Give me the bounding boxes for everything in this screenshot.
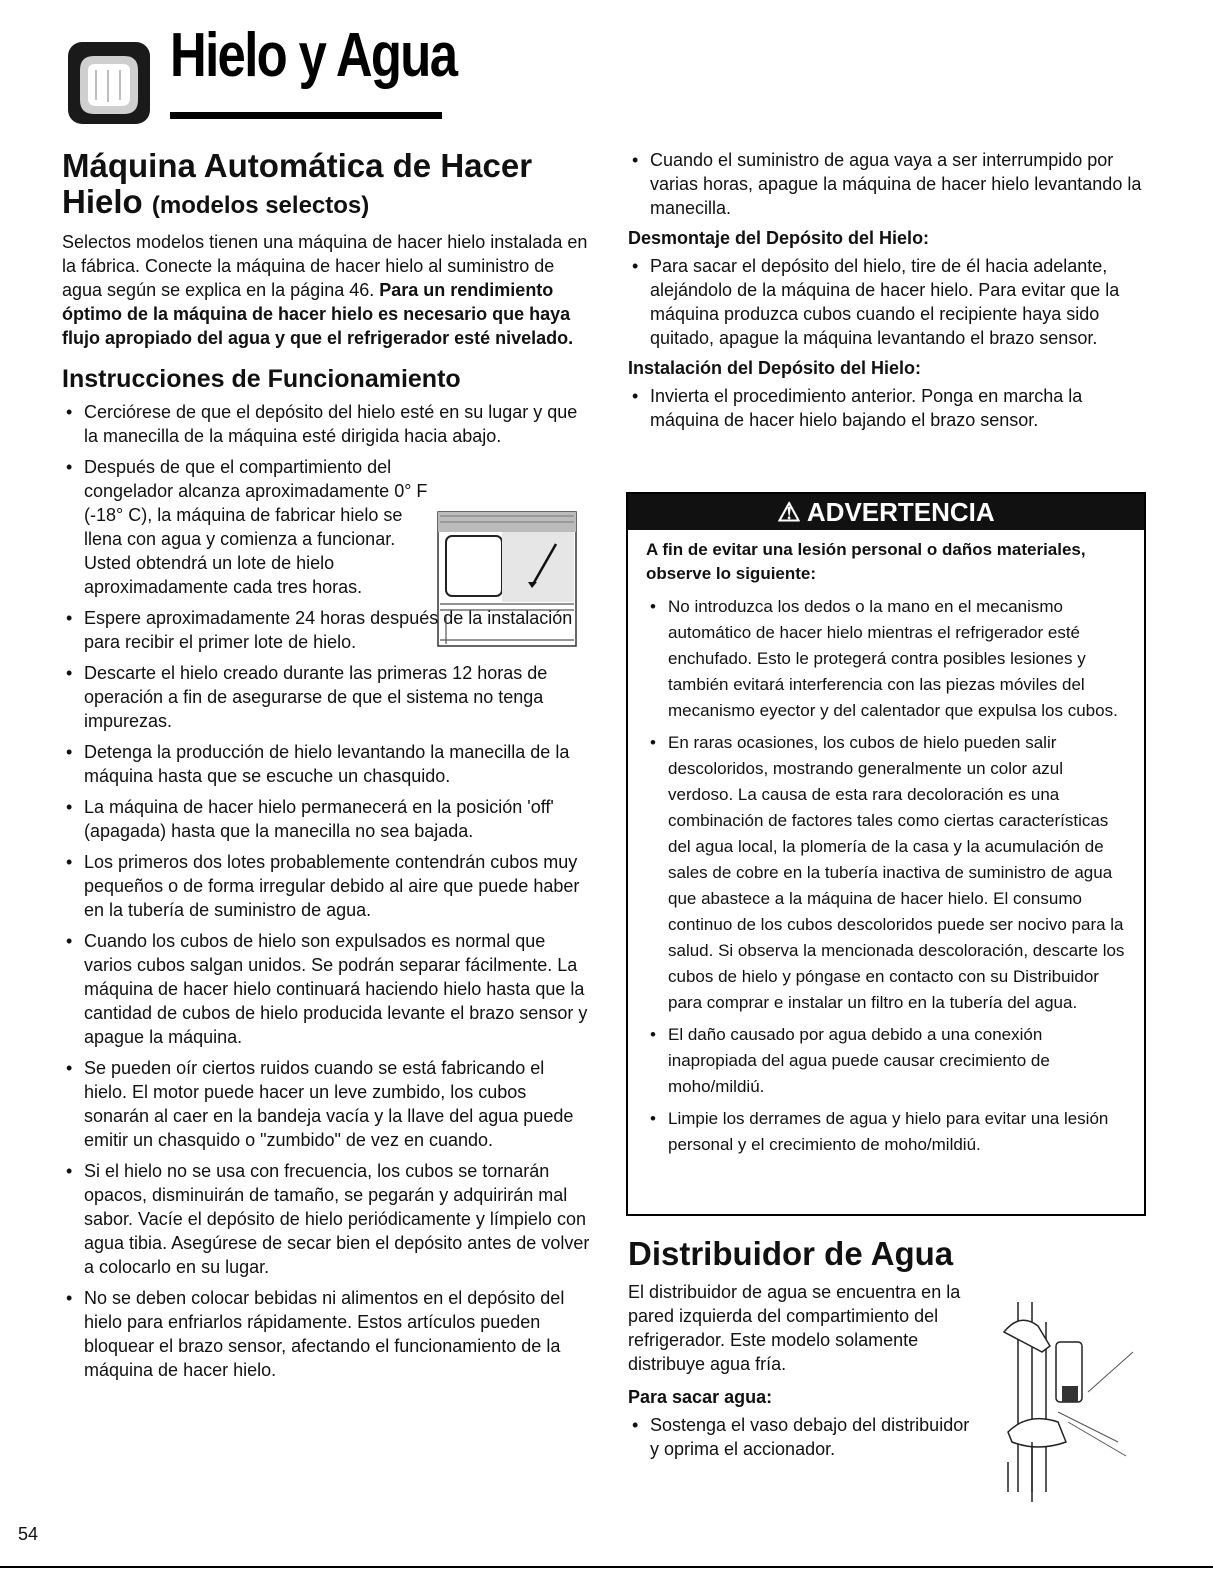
page-number: 54 <box>18 1524 39 1544</box>
warning-list <box>646 594 1128 1158</box>
list-item: • Limpie los derrames de agua y hielo para evitar una lesión personal y el crecimiento de moho/mildiú. <box>646 1106 1128 1158</box>
list-item: • Cuando los cubos de hielo son expulsados es normal que varios cubos salgan unidos. Se podrán separar fácilmente. La máquina de hacer hielo continuará haciendo hielo hasta que la cantidad de cubos de hielo producida levante el brazo sensor y apague la máquina. <box>62 929 590 1049</box>
icemaker-illustration <box>436 508 578 650</box>
list-item: • No introduzca los dedos o la mano en el mecanismo automático de hacer hielo mientras el refrigerador esté enchufado. Esto le protegerá contra posibles lesiones y también evitará interferencia con las piezas móviles del mecanismo eyector y del calentador que expulsa los cubos. <box>646 594 1128 724</box>
warning-lead: A fin de evitar una lesión personal o daños materiales, observe lo siguiente: <box>646 540 1086 583</box>
list-item: • Detenga la producción de hielo levantando la manecilla de la máquina hasta que se escuche un chasquido. <box>62 740 590 788</box>
dispenser-subheading: Para sacar agua: <box>628 1387 773 1407</box>
water-dispenser-illustration <box>998 1292 1138 1512</box>
removal-heading: Desmontaje del Depósito del Hielo: <box>628 228 930 248</box>
list-item: • Cerciórese de que el depósito del hielo esté en su lugar y que la manecilla de la máquina esté dirigida hacia abajo. <box>62 400 590 448</box>
left-column <box>62 148 590 1389</box>
dispenser-heading: Distribuidor de Agua <box>628 1235 954 1272</box>
list-item: • El daño causado por agua debido a una conexión inapropiada del agua puede causar crecimiento de moho/mildiú. <box>646 1022 1128 1100</box>
page-title: Hielo y Agua <box>170 21 457 90</box>
icemaker-heading-note: (modelos selectos) <box>151 192 370 219</box>
title-underline <box>170 112 442 119</box>
instructions-heading: Instrucciones de Funcionamiento <box>62 365 461 393</box>
warning-title: ADVERTENCIA <box>806 497 995 527</box>
list-item: • Para sacar el depósito del hielo, tire de él hacia adelante, alejándolo de la máquina de hacer hielo. Para evitar que la máquina produzca cubos cuando el recipiente haya sido quitado, apague la máquina levantando el brazo sensor. <box>628 254 1148 350</box>
list-item: • Los primeros dos lotes probablemente contendrán cubos muy pequeños o de forma irregular debido al aire que puede haber en la tubería de suministro de agua. <box>62 850 590 922</box>
list-item: • Espere aproximadamente 24 horas después de la instalación para recibir el primer lote de hielo. <box>62 606 590 654</box>
list-item: • Invierta el procedimiento anterior. Ponga en marcha la máquina de hacer hielo bajando el brazo sensor. <box>628 384 1148 432</box>
warning-box <box>626 492 1146 1216</box>
dispenser-list <box>628 1413 976 1461</box>
list-item: • Se pueden oír ciertos ruidos cuando se está fabricando el hielo. El motor puede hacer un leve zumbido, los cubos sonarán al caer en la bandeja vacía y la llave del agua puede emitir un chasquido o "zumbido" de vez en cuando. <box>62 1056 590 1152</box>
right-column <box>628 148 1148 439</box>
warning-header <box>628 494 1144 530</box>
section-heading-icemaker <box>62 148 590 224</box>
dispenser-text: El distribuidor de agua se encuentra en la pared izquierda del compartimiento del refrigerador. Este modelo solamente distribuye agua fría. <box>628 1282 961 1374</box>
install-heading: Instalación del Depósito del Hielo: <box>628 358 922 378</box>
list-item: • Si el hielo no se usa con frecuencia, los cubos se tornarán opacos, disminuirán de tamaño, se pegarán y adquirirán mal sabor. Vacíe el depósito de hielo periódicamente y límpielo con agua tibia. Asegúrese de secar bien el depósito antes de volver a colocarlo en su lugar. <box>62 1159 590 1279</box>
list-item: • Sostenga el vaso debajo del distribuidor y oprima el accionador. <box>628 1413 976 1461</box>
icemaker-heading-text: Máquina Automática de Hacer Hielo <box>62 147 533 220</box>
intro-bold: Para un rendimiento óptimo de la máquina de hacer hielo es necesario que haya flujo apropiado del agua y que el refrigerador esté nivelado. <box>62 280 574 348</box>
list-item: • Cuando el suministro de agua vaya a ser interrumpido por varias horas, apague la máquina de hacer hielo levantando la manecilla. <box>628 148 1148 220</box>
warning-body <box>628 530 1144 1158</box>
list-item: • La máquina de hacer hielo permanecerá en la posición 'off' (apagada) hasta que la manecilla no sea bajada. <box>62 795 590 843</box>
list-item: • Después de que el compartimiento del congelador alcanza aproximadamente 0° F (-18° C), la máquina de fabricar hielo se llena con agua y comienza a funcionar. Usted obtendrá un lote de hielo aproximadamente cada tres horas. <box>62 455 436 599</box>
right-top-list <box>628 148 1148 220</box>
intro-normal: Selectos modelos tienen una máquina de hacer hielo instalada en la fábrica. Conecte la máquina de hacer hielo al suministro de agua según se explica en la página 46. <box>62 232 588 300</box>
warning-triangle-icon: ⚠ <box>777 497 807 527</box>
install-list <box>628 384 1148 432</box>
list-item: • Descarte el hielo creado durante las primeras 12 horas de operación a fin de asegurarse de que el sistema no tenga impurezas. <box>62 661 590 733</box>
list-item: • No se deben colocar bebidas ni alimentos en el depósito del hielo para enfriarlos rápidamente. Estos artículos pueden bloquear el brazo sensor, afectando el funcionamiento de la máquina de hacer hielo. <box>62 1286 590 1382</box>
list-item: • En raras ocasiones, los cubos de hielo pueden salir descoloridos, mostrando generalmente un color azul verdoso. La causa de esta rara decoloración es una combinación de factores tales como ciertas características del agua local, la plomería de la casa y la acumulación de sales de cobre en la tubería inactiva de suministro de agua que abastece a la máquina de hacer hielo. El consumo continuo de los cubos descoloridos puede ser nocivo para la salud. Si observa la mencionada descoloración, descarte los cubos de hielo y póngase en contacto con su Distribuidor para comprar e instalar un filtro en la tubería del agua. <box>646 730 1128 1016</box>
removal-list <box>628 254 1148 350</box>
icemaker-intro <box>62 230 590 350</box>
bottom-rule <box>0 1566 1213 1568</box>
ice-bucket-icon <box>66 40 152 126</box>
